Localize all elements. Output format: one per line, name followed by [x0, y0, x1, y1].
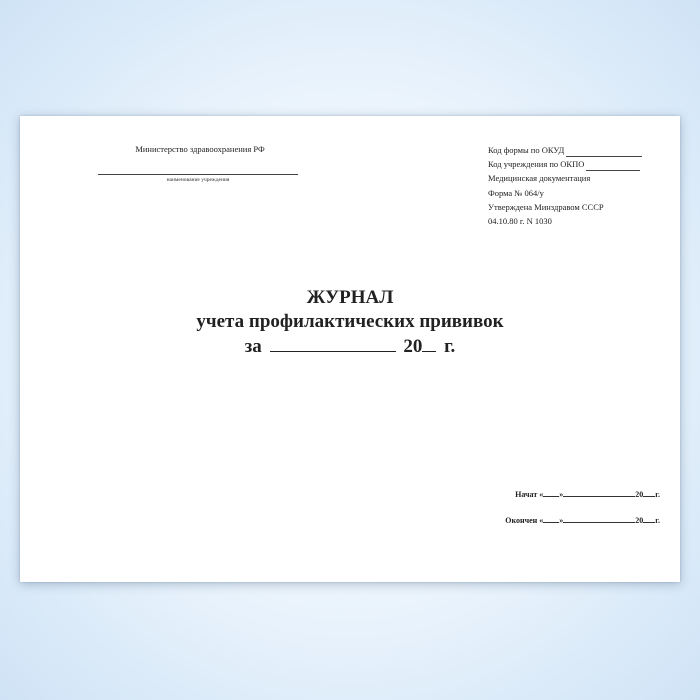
started-date-row — [460, 488, 660, 499]
title-period-prefix: за — [244, 336, 262, 357]
started-month-blank — [563, 488, 635, 497]
started-year-suffix: г. — [655, 490, 660, 499]
title-line-2: учета профилактических прививок — [196, 311, 504, 332]
okpo-code-row — [488, 157, 668, 171]
title-line-3 — [20, 334, 680, 359]
started-label: Начат « — [515, 490, 544, 499]
started-year-blank — [643, 488, 655, 497]
approved-date: 04.10.80 г. N 1030 — [488, 216, 552, 227]
ministry-name: Министерство здравоохранения РФ — [135, 144, 265, 154]
okud-code-row — [488, 143, 668, 157]
title-year-suffix: г. — [444, 336, 456, 357]
finished-date-row — [460, 514, 660, 525]
institution-caption: наименование учреждения — [166, 177, 230, 183]
title-year-prefix: 20 — [403, 336, 423, 357]
finished-day-blank — [543, 514, 559, 523]
institution-name-line — [98, 174, 298, 175]
journal-cover-sheet — [20, 116, 680, 582]
finished-year-prefix: 20 — [635, 516, 644, 525]
journal-title — [20, 286, 680, 359]
finished-label: Окончен « — [505, 516, 544, 525]
period-blank — [270, 334, 396, 352]
finished-month-blank — [563, 514, 635, 523]
journal-dates — [460, 488, 660, 540]
doc-type: Медицинская документация — [488, 173, 591, 184]
finished-year-suffix: г. — [655, 516, 660, 525]
finished-quote-close: » — [559, 516, 564, 525]
okud-code-label: Код формы по ОКУД — [488, 145, 565, 155]
year-blank — [422, 334, 436, 352]
started-year-prefix: 20 — [635, 490, 644, 499]
approved-by: Утверждена Минздравом СССР — [488, 201, 604, 212]
okpo-code-field — [586, 161, 640, 171]
okpo-code-label: Код учреждения по ОКПО — [488, 159, 585, 170]
finished-year-blank — [643, 514, 655, 523]
started-quote-close: » — [559, 490, 564, 499]
started-day-blank — [543, 488, 559, 497]
form-codes-block — [488, 143, 668, 228]
title-line-1: ЖУРНАЛ — [306, 287, 394, 308]
form-number: Форма № 064/у — [488, 187, 544, 198]
okud-code-field — [566, 147, 642, 157]
